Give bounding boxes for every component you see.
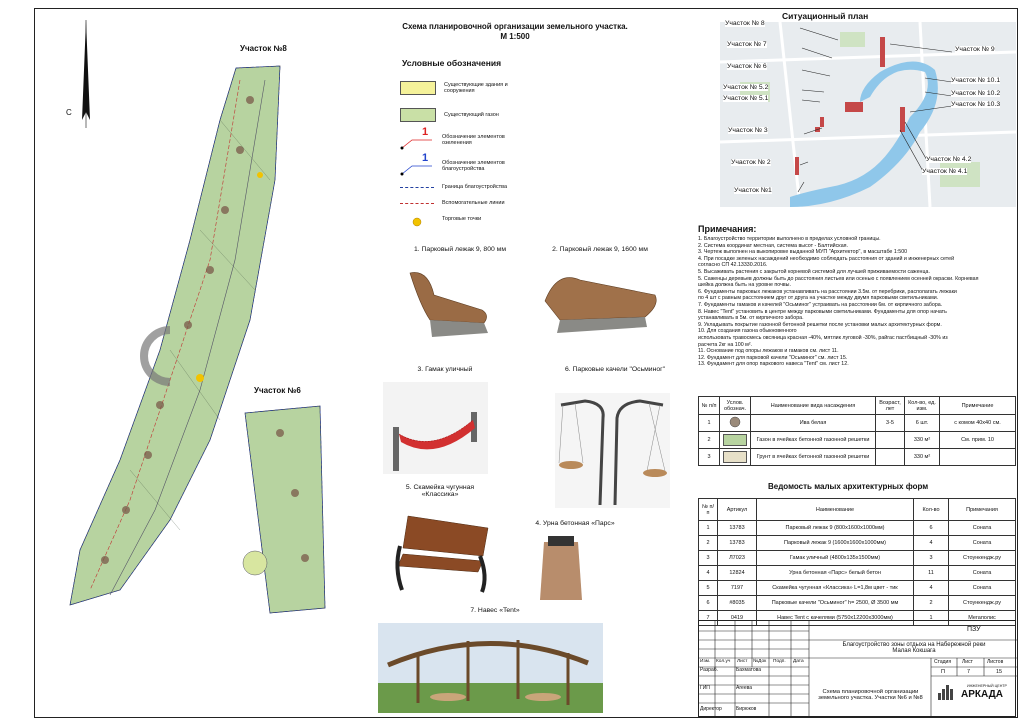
- table-row: 2 Газон в ячейках бетонной газонной решетки 330 м² См. прим. 10: [699, 432, 1016, 449]
- table-row: 6 #8035 Парковые качели "Осьминог" h= 2500, Ø 3500 мм 2 Стоункендж.ру: [699, 596, 1016, 611]
- product-caption-7: 7. Навес «Tent»: [470, 607, 520, 614]
- stamp-col-count: Кол.уч: [716, 659, 731, 664]
- legend-item-improvement: 1 Обозначение элементов благоустройства: [400, 156, 522, 176]
- notes-title: Примечания:: [698, 224, 757, 234]
- stamp-name-developer: Бахматова: [736, 667, 762, 673]
- boundary-line-icon: [400, 187, 434, 192]
- aux-line-icon: [400, 203, 434, 208]
- lounger-800-image: [400, 265, 500, 340]
- note-line: 10. Для создания газона обыкновенного: [698, 328, 797, 335]
- improvement-marker-icon: 1: [400, 156, 434, 176]
- table-row: 5 7197 Скамейка чугунная «Классика» L=1,8м цвет - тик 4 Соната: [699, 581, 1016, 596]
- table-row: 1 Ива белая 3-5 6 шт. с комом 40х40 см.: [699, 415, 1016, 432]
- note-line: 11. Основание под опоры лежаков и гамаков см. лист 11.: [698, 348, 839, 355]
- north-label: С: [66, 108, 72, 117]
- situation-label-6: Участок № 6: [727, 63, 767, 70]
- drawing-scale: М 1:500: [500, 32, 530, 41]
- plot-6-plan: [235, 398, 335, 618]
- table-header-row: № п/п Артикул Наименование Кол-во Примечания: [699, 499, 1016, 521]
- product-caption-3: 3. Гамак уличный: [417, 366, 473, 373]
- legend-item-aux-lines: Вспомогательные линии: [400, 199, 505, 208]
- note-line: шейка должна быть на уровне почвы.: [698, 282, 791, 289]
- notes-list: [698, 236, 1016, 368]
- bench-image: [388, 506, 498, 596]
- situation-label-2: Участок № 2: [731, 159, 771, 166]
- lounger-1600-image: [535, 265, 665, 340]
- legend-title: Условные обозначения: [402, 58, 502, 68]
- title-block: [698, 620, 1016, 717]
- table-row: 7 0419 Навес Tent с качелями (5750х12200х3000мм) 1 Мегаполис: [699, 611, 1016, 626]
- stamp-name-director: Бирюков: [736, 706, 757, 712]
- legend-item-lawn: Существующий газон: [400, 108, 499, 122]
- note-line: 5. Высаживать растения с закрытой корневой системой для лучшей приживаемости саженца.: [698, 268, 930, 275]
- stamp-col-sheet: Лист: [737, 659, 748, 664]
- stamp-col-date: Дата: [793, 659, 804, 664]
- stamp-name-gip: Агеева: [736, 685, 752, 691]
- forms-table: [698, 498, 1016, 626]
- product-caption-6: 6. Парковые качели "Осьминог": [564, 366, 666, 373]
- note-line: 8. Навес "Tent" установить в центре между парковыми светильниками. Фундаменты для опор начать: [698, 308, 947, 315]
- legend-item-greenery: 1 Обозначение элементов озеленения: [400, 130, 522, 150]
- stamp-role-gip: ГИП: [700, 685, 710, 691]
- note-line: 3. Чертеж выполнен на выкопировке выданной МУП "Архитектор", в масштабе 1:500: [698, 249, 908, 256]
- note-line: расчета 2кг на 100 м².: [698, 341, 752, 348]
- note-line: 9. Укладывать покрытие газонной бетонной решетки после установки малых архитектурных форм.: [698, 321, 942, 328]
- stamp-sheets-value: 15: [996, 669, 1003, 675]
- buildings-swatch-icon: [400, 81, 436, 95]
- situation-label-3: Участок № 3: [728, 127, 768, 134]
- situation-label-10-3: Участок № 10.3: [951, 101, 1001, 108]
- note-line: согласно СП 42.13330.2016.: [698, 262, 768, 269]
- stamp-code: ПЗУ: [967, 626, 981, 633]
- note-line: 6. Фундаменты парковых лежаков устанавливать на расстоянии 3.5м. от перебрики, располагать лежаки: [698, 288, 957, 295]
- legend-item-buildings: Существующие здания и сооружения: [400, 81, 524, 95]
- lawn-grid-symbol-icon: [720, 432, 751, 449]
- stamp-col-doc: №Док: [753, 659, 767, 664]
- tent-canopy-image: [378, 623, 603, 713]
- note-line: устанавливать в 5м. от кирпичного забора.: [698, 315, 804, 322]
- product-caption-4: 4. Урна бетонная «Парс»: [535, 520, 615, 527]
- situation-label-8: Участок № 8: [725, 20, 765, 27]
- stamp-sheets-header: Листов: [987, 659, 1004, 665]
- situation-label-4-2: Участок № 4.2: [926, 156, 972, 163]
- situation-label-1: Участок №1: [734, 187, 772, 194]
- urn-image: [538, 534, 584, 604]
- willow-symbol-icon: [720, 415, 751, 432]
- note-line: использовать травосмесь овсяница красная -40%, мятлик луговой -30%, райгас пастбищный -30% из: [698, 334, 948, 341]
- table-row: 4 12824 Урна бетонная «Парс» белый бетон 11 Соната: [699, 566, 1016, 581]
- lawn-swatch-icon: [400, 108, 436, 122]
- situation-label-7: Участок № 7: [727, 41, 767, 48]
- stamp-role-director: Директор: [700, 706, 722, 712]
- note-line: 12. Фундамент для парковой качели "Осьминог" см. лист 15.: [698, 354, 848, 361]
- situation-title: Ситуационный план: [782, 11, 869, 21]
- stamp-stage-value: П: [941, 669, 945, 675]
- note-line: 1. Благоустройство территории выполнено в пределах условной границы.: [698, 236, 881, 242]
- table-row: 2 13783 Парковый лежак 9 (1600х1600х1000мм) 4 Соната: [699, 536, 1016, 551]
- table-row: 3 Л7023 Гамак уличный (4800х135х1500мм) 3 Стоункендж.ру: [699, 551, 1016, 566]
- forms-table-title: Ведомость малых архитектурных форм: [768, 482, 929, 491]
- product-caption-5: 5. Скамейка чугунная «Классика»: [405, 484, 475, 498]
- situation-label-10-1: Участок № 10.1: [951, 77, 1001, 84]
- stamp-col-sign: Подп.: [773, 659, 786, 664]
- plot-8-label: Участок №8: [240, 44, 287, 53]
- hammock-image: [383, 382, 488, 474]
- table-row: 3 Грунт в ячейках бетонной газонной решетки 330 м²: [699, 449, 1016, 466]
- table-row: 1 13783 Парковый лежак 9 (800х1600х1000мм) 6 Соната: [699, 521, 1016, 536]
- note-line: 2. Система координат местная, система высот - Балтийская.: [698, 242, 848, 249]
- plants-table: [698, 396, 1016, 466]
- note-line: 13. Фундамент для опор паркового навеса "Tent" см. лист 12.: [698, 361, 849, 368]
- note-line: 4. При посадке зеленых насаждений необходимо соблюдать расстояния от зданий и инженерных сетей: [698, 255, 955, 262]
- product-caption-1: 1. Парковый лежак 9, 800 мм: [413, 246, 506, 253]
- table-header-row: № п/п Услов. обознач. Наименование вида насаждения Возраст, лет Кол-во, ед. изм. Примечание: [699, 397, 1016, 415]
- trade-point-icon: [400, 214, 434, 224]
- stamp-project: Благоустройство зоны отдыха на Набережной реки Малая Кокшага: [842, 642, 986, 654]
- plot-6-label: Участок №6: [254, 386, 301, 395]
- legend-item-boundary: Граница благоустройства: [400, 183, 507, 192]
- stamp-role-developer: Разраб.: [700, 667, 719, 673]
- note-line: по 4 шт с равным расстоянием друг от друга на участке между двумя парковыми светильниками.: [698, 295, 939, 302]
- note-line: 7. Фундаменты гамаков и качелей "Осьминог" устраивать на расстоянии 6м. от кирпичного забора.: [698, 301, 943, 308]
- company-subtitle: ИНЖЕНЕРНЫЙ ЦЕНТР: [967, 684, 1007, 688]
- legend-item-trade: Торговые точки: [400, 214, 481, 224]
- note-line: 5. Саженцы деревьев должны быть до расстояния листьев или осенью с появлением осенней окраски. Корневая: [698, 275, 979, 282]
- situation-label-10-2: Участок № 10.2: [951, 90, 1001, 97]
- stamp-sheet-header: Лист: [962, 659, 973, 665]
- greenery-marker-icon: 1: [400, 130, 434, 150]
- situation-label-5-1: Участок № 5.1: [723, 95, 769, 102]
- company-name: АРКАДА: [961, 689, 1003, 700]
- situation-label-4-1: Участок № 4.1: [922, 168, 968, 175]
- stamp-sheet-title: Схема планировочной организации земельного участка. Участки №6 и №8: [818, 689, 923, 701]
- company-logo-icon: [937, 683, 955, 701]
- stamp-sheet-value: 7: [967, 669, 971, 675]
- soil-grid-symbol-icon: [720, 449, 751, 466]
- stamp-col-change: Изм.: [700, 659, 711, 664]
- stamp-stage-header: Стадия: [934, 659, 952, 665]
- situation-label-9: Участок № 9: [955, 46, 995, 53]
- situation-label-5-2: Участок № 5.2: [723, 84, 769, 91]
- product-caption-2: 2. Парковый лежак 9, 1600 мм: [552, 246, 648, 253]
- octopus-swing-image: [555, 393, 670, 508]
- drawing-title: Схема планировочной организации земельного участка.: [402, 22, 628, 31]
